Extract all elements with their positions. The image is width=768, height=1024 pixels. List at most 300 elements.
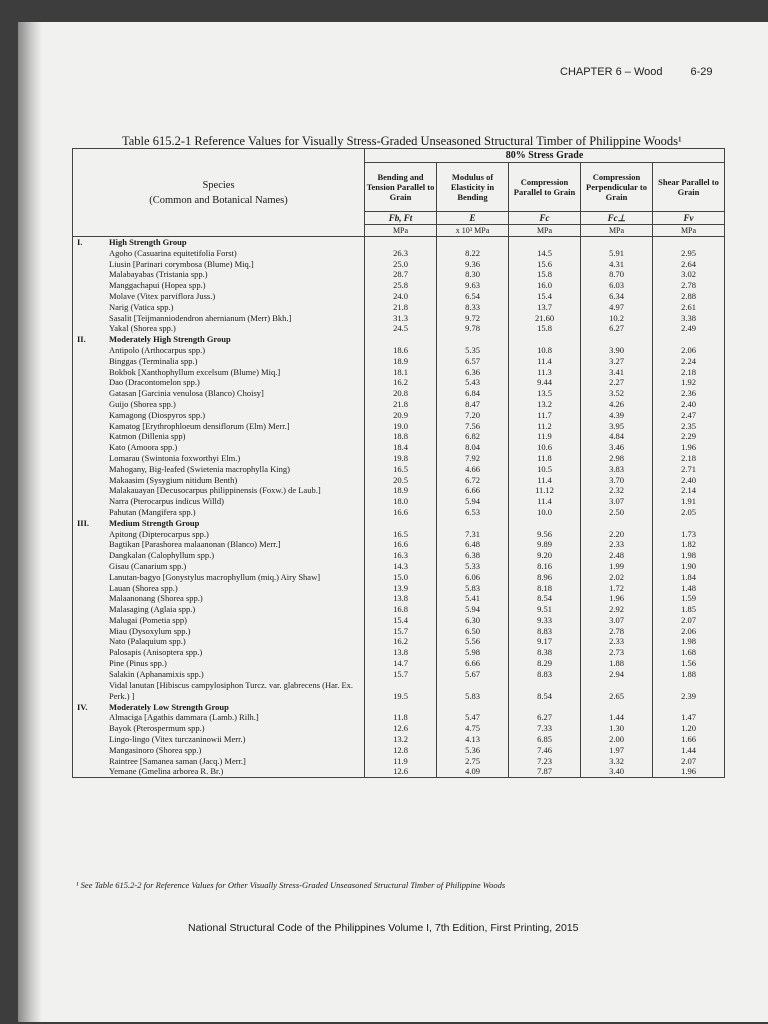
compression-perpendicular-value: 3.32 xyxy=(581,756,653,767)
compression-perpendicular-value: 2.98 xyxy=(581,453,653,464)
species-name: Malasaging (Aglaia spp.) xyxy=(109,604,196,615)
compression-perpendicular-value: 2.50 xyxy=(581,507,653,518)
shear-value: 3.02 xyxy=(653,269,725,280)
bending-value: 16.8 xyxy=(365,604,437,615)
species-name: Nato (Palaquium spp.) xyxy=(109,636,186,647)
species-name: Gatasan [Garcinia venulosa (Blanco) Choisy] xyxy=(109,388,264,399)
bending-value: 15.0 xyxy=(365,572,437,583)
empty-cell xyxy=(653,518,725,529)
shear-value: 1.92 xyxy=(653,377,725,388)
compression-parallel-value: 15.8 xyxy=(509,269,581,280)
group-header-row xyxy=(73,518,725,529)
modulus-value: 5.35 xyxy=(437,345,509,356)
empty-cell xyxy=(509,237,581,248)
species-name: Malaanonang (Shorea spp.) xyxy=(109,593,203,604)
species-name: Manggachapui (Hopea spp.) xyxy=(109,280,206,291)
modulus-value: 5.94 xyxy=(437,604,509,615)
table-row xyxy=(73,356,725,367)
table-row xyxy=(73,734,725,745)
species-name: Bagtikan [Parashorea malaanonan (Blanco) Merr.] xyxy=(109,539,281,550)
bending-value: 18.8 xyxy=(365,431,437,442)
shear-value: 2.36 xyxy=(653,388,725,399)
shear-value: 2.14 xyxy=(653,485,725,496)
group-header-row xyxy=(73,237,725,248)
compression-parallel-symbol: Fc xyxy=(509,212,581,225)
species-name: Gisau (Canarium spp.) xyxy=(109,560,187,571)
species-name: Lauan (Shorea spp.) xyxy=(109,582,178,593)
species-name: Lanutan-bagyo [Gonystylus macrophyllum (miq.) Airy Shaw] xyxy=(109,571,321,582)
group-header-row xyxy=(73,334,725,345)
table-row xyxy=(73,302,725,313)
table-row xyxy=(73,259,725,270)
species-header-title: Species xyxy=(202,179,235,191)
running-header xyxy=(560,66,713,78)
table-row xyxy=(73,377,725,388)
species-name: Kato (Amoora spp.) xyxy=(109,442,178,453)
empty-cell xyxy=(509,518,581,529)
bending-value: 19.8 xyxy=(365,453,437,464)
table-row xyxy=(73,496,725,507)
table-row xyxy=(73,367,725,378)
species-name: Makaasim (Sysygium nitidum Benth) xyxy=(109,474,238,485)
shear-value: 1.84 xyxy=(653,572,725,583)
species-name: Raintree [Samanea saman (Jacq.) Merr.] xyxy=(109,755,246,766)
species-name: Agoho (Casuarina equitetifolia Forst) xyxy=(109,247,237,258)
page-number: 6-29 xyxy=(690,66,713,78)
compression-parallel-value: 8.18 xyxy=(509,583,581,594)
compression-parallel-value: 13.2 xyxy=(509,399,581,410)
compression-parallel-value: 6.85 xyxy=(509,734,581,745)
compression-parallel-value: 11.2 xyxy=(509,421,581,432)
modulus-value: 5.56 xyxy=(437,636,509,647)
compression-perpendicular-value: 3.95 xyxy=(581,421,653,432)
bending-value: 14.7 xyxy=(365,658,437,669)
bending-value: 21.8 xyxy=(365,399,437,410)
modulus-value: 5.67 xyxy=(437,669,509,680)
table-row xyxy=(73,291,725,302)
shear-value: 1.96 xyxy=(653,442,725,453)
species-name: Narra (Pterocarpus indicus Willd) xyxy=(109,496,224,507)
compression-perpendicular-value: 3.90 xyxy=(581,345,653,356)
shear-value: 1.98 xyxy=(653,636,725,647)
compression-parallel-value: 11.12 xyxy=(509,485,581,496)
species-name: Mangasinoro (Shorea spp.) xyxy=(109,744,202,755)
bending-value: 18.9 xyxy=(365,485,437,496)
shear-value: 1.90 xyxy=(653,561,725,572)
modulus-value: 6.57 xyxy=(437,356,509,367)
shear-value: 1.85 xyxy=(653,604,725,615)
modulus-value: 6.38 xyxy=(437,550,509,561)
species-column-header xyxy=(73,149,365,237)
shear-value: 2.06 xyxy=(653,626,725,637)
reference-values-table xyxy=(72,148,722,778)
compression-perpendicular-value: 3.27 xyxy=(581,356,653,367)
group-numeral: III. xyxy=(77,517,90,528)
shear-value: 2.06 xyxy=(653,345,725,356)
compression-perpendicular-value: 2.65 xyxy=(581,680,653,702)
species-name: Sasalit [Teijmanniodendron ahernianum (Merr) Bkh.] xyxy=(109,312,292,323)
shear-value: 2.07 xyxy=(653,756,725,767)
compression-parallel-value: 7.87 xyxy=(509,766,581,777)
bending-value: 28.7 xyxy=(365,269,437,280)
shear-value: 1.56 xyxy=(653,658,725,669)
shear-value: 2.47 xyxy=(653,410,725,421)
modulus-value: 8.30 xyxy=(437,269,509,280)
modulus-value: 7.92 xyxy=(437,453,509,464)
table-row xyxy=(73,583,725,594)
modulus-value: 4.66 xyxy=(437,464,509,475)
modulus-value: 5.83 xyxy=(437,680,509,702)
modulus-value: 5.83 xyxy=(437,583,509,594)
modulus-value: 7.31 xyxy=(437,529,509,540)
table-row xyxy=(73,680,725,702)
modulus-value: 8.33 xyxy=(437,302,509,313)
compression-parallel-value: 14.5 xyxy=(509,248,581,259)
species-name: Malugai (Pometia spp) xyxy=(109,614,187,625)
shear-value: 2.29 xyxy=(653,431,725,442)
modulus-value: 5.41 xyxy=(437,593,509,604)
bending-value: 13.9 xyxy=(365,583,437,594)
compression-perpendicular-value: 2.32 xyxy=(581,485,653,496)
table-row xyxy=(73,572,725,583)
table-row xyxy=(73,745,725,756)
shear-value: 2.40 xyxy=(653,399,725,410)
bending-value: 12.6 xyxy=(365,766,437,777)
shear-value: 1.20 xyxy=(653,723,725,734)
bending-value: 16.5 xyxy=(365,529,437,540)
shear-value: 3.38 xyxy=(653,313,725,324)
compression-parallel-value: 8.54 xyxy=(509,680,581,702)
species-name: Dao (Dracontomelon spp.) xyxy=(109,377,200,388)
shear-value: 1.91 xyxy=(653,496,725,507)
empty-cell xyxy=(653,702,725,713)
compression-perpendicular-value: 1.96 xyxy=(581,593,653,604)
bending-value: 16.3 xyxy=(365,550,437,561)
modulus-value: 6.72 xyxy=(437,475,509,486)
modulus-elasticity-header: Modulus of Elasticity in Bending xyxy=(437,163,509,212)
table-row xyxy=(73,756,725,767)
table-row xyxy=(73,485,725,496)
compression-parallel-value: 9.44 xyxy=(509,377,581,388)
bending-value: 20.5 xyxy=(365,475,437,486)
table-row xyxy=(73,723,725,734)
compression-perpendicular-value: 6.27 xyxy=(581,323,653,334)
compression-perpendicular-value: 2.33 xyxy=(581,636,653,647)
table-row xyxy=(73,658,725,669)
table-footnote: ¹ See Table 615.2-2 for Reference Values for Other Visually Stress-Graded Unseasoned Structural Timber of Philippine Woods xyxy=(76,880,506,890)
table-row xyxy=(73,550,725,561)
table-row xyxy=(73,475,725,486)
compression-perpendicular-value: 10.2 xyxy=(581,313,653,324)
empty-cell xyxy=(365,334,437,345)
compression-perpendicular-value: 3.52 xyxy=(581,388,653,399)
compression-parallel-value: 15.6 xyxy=(509,259,581,270)
modulus-value: 5.33 xyxy=(437,561,509,572)
modulus-unit: x 10³ MPa xyxy=(437,225,509,237)
compression-perpendicular-value: 3.46 xyxy=(581,442,653,453)
modulus-value: 8.47 xyxy=(437,399,509,410)
table-row xyxy=(73,453,725,464)
table-row xyxy=(73,529,725,540)
compression-parallel-value: 9.17 xyxy=(509,636,581,647)
modulus-value: 6.06 xyxy=(437,572,509,583)
group-header-row xyxy=(73,702,725,713)
table-row xyxy=(73,593,725,604)
bending-value: 31.3 xyxy=(365,313,437,324)
compression-parallel-value: 13.7 xyxy=(509,302,581,313)
shear-value: 2.35 xyxy=(653,421,725,432)
group-header xyxy=(73,237,365,248)
empty-cell xyxy=(365,702,437,713)
table-row xyxy=(73,464,725,475)
compression-parallel-value: 11.4 xyxy=(509,496,581,507)
compression-parallel-value: 6.27 xyxy=(509,712,581,723)
shear-value: 2.78 xyxy=(653,280,725,291)
table-row xyxy=(73,421,725,432)
table-row xyxy=(73,248,725,259)
compression-perpendicular-value: 1.88 xyxy=(581,658,653,669)
compression-perpendicular-value: 2.48 xyxy=(581,550,653,561)
compression-perpendicular-value: 2.92 xyxy=(581,604,653,615)
modulus-value: 6.66 xyxy=(437,658,509,669)
compression-perpendicular-value: 2.94 xyxy=(581,669,653,680)
shear-value: 1.82 xyxy=(653,539,725,550)
bending-value: 20.8 xyxy=(365,388,437,399)
compression-perpendicular-header: Compression Perpendicular to Grain xyxy=(581,163,653,212)
bending-value: 25.8 xyxy=(365,280,437,291)
table-row xyxy=(73,280,725,291)
shear-value: 2.24 xyxy=(653,356,725,367)
table-row xyxy=(73,442,725,453)
compression-parallel-value: 8.38 xyxy=(509,647,581,658)
species-name: Malakauayan [Decusocarpus philippinensis (Foxw.) de Laub.] xyxy=(109,485,321,496)
modulus-symbol: E xyxy=(437,212,509,225)
bending-value: 16.2 xyxy=(365,636,437,647)
shear-value: 2.40 xyxy=(653,475,725,486)
compression-parallel-value: 11.9 xyxy=(509,431,581,442)
group-numeral: I. xyxy=(77,237,83,247)
empty-cell xyxy=(437,334,509,345)
compression-parallel-value: 9.33 xyxy=(509,615,581,626)
modulus-value: 8.22 xyxy=(437,248,509,259)
empty-cell xyxy=(581,702,653,713)
compression-perpendicular-value: 2.02 xyxy=(581,572,653,583)
modulus-value: 4.13 xyxy=(437,734,509,745)
bending-value: 18.6 xyxy=(365,345,437,356)
compression-perpendicular-value: 6.34 xyxy=(581,291,653,302)
shear-value: 1.44 xyxy=(653,745,725,756)
compression-parallel-value: 21.60 xyxy=(509,313,581,324)
modulus-value: 5.94 xyxy=(437,496,509,507)
compression-perpendicular-value: 8.70 xyxy=(581,269,653,280)
compression-perpendicular-value: 3.70 xyxy=(581,475,653,486)
shear-value: 2.71 xyxy=(653,464,725,475)
modulus-value: 8.04 xyxy=(437,442,509,453)
compression-parallel-value: 7.46 xyxy=(509,745,581,756)
species-name: Binggas (Terminalia spp.) xyxy=(109,355,198,366)
table-row xyxy=(73,712,725,723)
species-name: Liusin [Parinari corymbosa (Blume) Miq.] xyxy=(109,258,254,269)
shear-value: 2.49 xyxy=(653,323,725,334)
compression-perpendicular-value: 6.03 xyxy=(581,280,653,291)
table-row xyxy=(73,313,725,324)
modulus-value: 7.20 xyxy=(437,410,509,421)
bending-value: 18.4 xyxy=(365,442,437,453)
page-binding-shadow xyxy=(18,22,42,1022)
modulus-value: 5.98 xyxy=(437,647,509,658)
shear-value: 2.07 xyxy=(653,615,725,626)
compression-perpendicular-value: 3.83 xyxy=(581,464,653,475)
shear-value: 2.18 xyxy=(653,367,725,378)
page-footer: National Structural Code of the Philippines Volume I, 7th Edition, First Printing, 2015 xyxy=(188,922,579,934)
species-name: Pahutan (Mangifera spp.) xyxy=(109,506,196,517)
species-name: Kamatog [Erythrophloeum densiflorum (Elm) Merr.] xyxy=(109,420,290,431)
bending-value: 15.7 xyxy=(365,669,437,680)
compression-perpendicular-unit: MPa xyxy=(581,225,653,237)
compression-parallel-value: 11.4 xyxy=(509,475,581,486)
species-header-subtitle: (Common and Botanical Names) xyxy=(149,194,288,206)
table-row xyxy=(73,539,725,550)
species-name: Palosapis (Anisoptera spp.) xyxy=(109,647,203,658)
shear-value: 2.05 xyxy=(653,507,725,518)
compression-perpendicular-value: 2.73 xyxy=(581,647,653,658)
shear-value: 1.73 xyxy=(653,529,725,540)
bending-value: 15.7 xyxy=(365,626,437,637)
empty-cell xyxy=(581,518,653,529)
species-name: Mahogany, Big-leafed (Swietenia macrophylla King) xyxy=(109,463,290,474)
empty-cell xyxy=(653,237,725,248)
table-row xyxy=(73,615,725,626)
species-name: Katmon (Dillenia spp) xyxy=(109,431,186,442)
shear-value: 2.18 xyxy=(653,453,725,464)
modulus-value: 6.82 xyxy=(437,431,509,442)
compression-perpendicular-value: 4.97 xyxy=(581,302,653,313)
shear-value: 1.48 xyxy=(653,583,725,594)
compression-parallel-value: 10.6 xyxy=(509,442,581,453)
group-header xyxy=(73,518,365,529)
empty-cell xyxy=(581,237,653,248)
bending-value: 11.9 xyxy=(365,756,437,767)
bending-value: 25.0 xyxy=(365,259,437,270)
compression-parallel-value: 13.5 xyxy=(509,388,581,399)
species-name: Dangkalan (Calophyllum spp.) xyxy=(109,550,215,561)
compression-perpendicular-symbol: Fc⊥ xyxy=(581,212,653,225)
table-body xyxy=(73,237,725,778)
compression-parallel-value: 8.16 xyxy=(509,561,581,572)
compression-parallel-value: 7.23 xyxy=(509,756,581,767)
compression-parallel-value: 9.89 xyxy=(509,539,581,550)
empty-cell xyxy=(437,518,509,529)
empty-cell xyxy=(653,334,725,345)
bending-value: 16.6 xyxy=(365,507,437,518)
species-name: Pine (Pinus spp.) xyxy=(109,658,167,669)
species-name: Bayok (Pterospermum spp.) xyxy=(109,723,205,734)
species-name: Malabayabas (Tristania spp.) xyxy=(109,269,208,280)
compression-parallel-value: 10.8 xyxy=(509,345,581,356)
table-row xyxy=(73,269,725,280)
species-name: Lingo-lingo (Vitex turczaninowii Merr.) xyxy=(109,734,246,745)
modulus-value: 6.48 xyxy=(437,539,509,550)
table-row xyxy=(73,388,725,399)
compression-parallel-value: 9.20 xyxy=(509,550,581,561)
compression-perpendicular-value: 1.30 xyxy=(581,723,653,734)
compression-perpendicular-value: 1.72 xyxy=(581,583,653,594)
modulus-value: 6.50 xyxy=(437,626,509,637)
empty-cell xyxy=(509,334,581,345)
bending-value: 16.5 xyxy=(365,464,437,475)
chapter-title: CHAPTER 6 – Wood xyxy=(560,66,663,78)
compression-parallel-value: 10.0 xyxy=(509,507,581,518)
bending-value: 18.9 xyxy=(365,356,437,367)
shear-value: 1.68 xyxy=(653,647,725,658)
shear-parallel-header: Shear Parallel to Grain xyxy=(653,163,725,212)
species-name: Yemane (Gmelina arborea R. Br.) xyxy=(73,766,365,777)
compression-parallel-value: 8.83 xyxy=(509,626,581,637)
group-title: High Strength Group xyxy=(109,237,187,247)
species-name: Antipolo (Arthocarpus spp.) xyxy=(109,344,206,355)
species-name: Apitong (Dipterocarpus spp.) xyxy=(109,528,209,539)
bending-value: 14.3 xyxy=(365,561,437,572)
compression-parallel-value: 15.4 xyxy=(509,291,581,302)
species-name: Guijo (Shorea spp.) xyxy=(109,398,176,409)
shear-value: 1.96 xyxy=(653,766,725,777)
species-name: Salakin (Aphanamixis spp.) xyxy=(109,668,204,679)
modulus-value: 6.54 xyxy=(437,291,509,302)
modulus-value: 5.43 xyxy=(437,377,509,388)
bending-value: 20.9 xyxy=(365,410,437,421)
bending-value: 13.8 xyxy=(365,593,437,604)
compression-parallel-unit: MPa xyxy=(509,225,581,237)
bending-value: 13.2 xyxy=(365,734,437,745)
table-row xyxy=(73,561,725,572)
modulus-value: 9.72 xyxy=(437,313,509,324)
modulus-value: 6.53 xyxy=(437,507,509,518)
bending-value: 11.8 xyxy=(365,712,437,723)
species-name: Lomarau (Swintonia foxworthyi Elm.) xyxy=(109,452,241,463)
group-numeral: II. xyxy=(77,334,86,345)
compression-perpendicular-value: 2.20 xyxy=(581,529,653,540)
group-numeral: IV. xyxy=(77,701,88,712)
species-name: Almaciga [Agathis dammara (Lamb.) Rilh.] xyxy=(109,712,259,723)
table-title: Table 615.2-1 Reference Values for Visually Stress-Graded Unseasoned Structural Timber of Philippine Woods¹ xyxy=(122,134,682,148)
shear-unit: MPa xyxy=(653,225,725,237)
bending-value: 26.3 xyxy=(365,248,437,259)
species-name: Molave (Vitex parviflora Juss.) xyxy=(109,290,216,301)
compression-parallel-value: 11.8 xyxy=(509,453,581,464)
compression-perpendicular-value: 2.27 xyxy=(581,377,653,388)
modulus-value: 6.36 xyxy=(437,367,509,378)
species-name: Vidal lanutan [Hibiscus campylosiphon Turcz. var. glabrecens (Har. Ex. Perk.) ] xyxy=(109,679,354,701)
bending-tension-header: Bending and Tension Parallel to Grain xyxy=(365,163,437,212)
empty-cell xyxy=(365,237,437,248)
group-title: Moderately Low Strength Group xyxy=(109,701,229,712)
table-row xyxy=(73,636,725,647)
bending-value: 15.4 xyxy=(365,615,437,626)
compression-perpendicular-value: 3.41 xyxy=(581,367,653,378)
bending-value: 24.0 xyxy=(365,291,437,302)
shear-value: 2.64 xyxy=(653,259,725,270)
compression-parallel-value: 8.54 xyxy=(509,593,581,604)
compression-parallel-value: 7.33 xyxy=(509,723,581,734)
modulus-value: 6.84 xyxy=(437,388,509,399)
compression-parallel-value: 8.83 xyxy=(509,669,581,680)
shear-value: 1.98 xyxy=(653,550,725,561)
shear-value: 2.95 xyxy=(653,248,725,259)
table-row xyxy=(73,669,725,680)
shear-value: 2.61 xyxy=(653,302,725,313)
compression-perpendicular-value: 2.78 xyxy=(581,626,653,637)
bending-value: 12.6 xyxy=(365,723,437,734)
